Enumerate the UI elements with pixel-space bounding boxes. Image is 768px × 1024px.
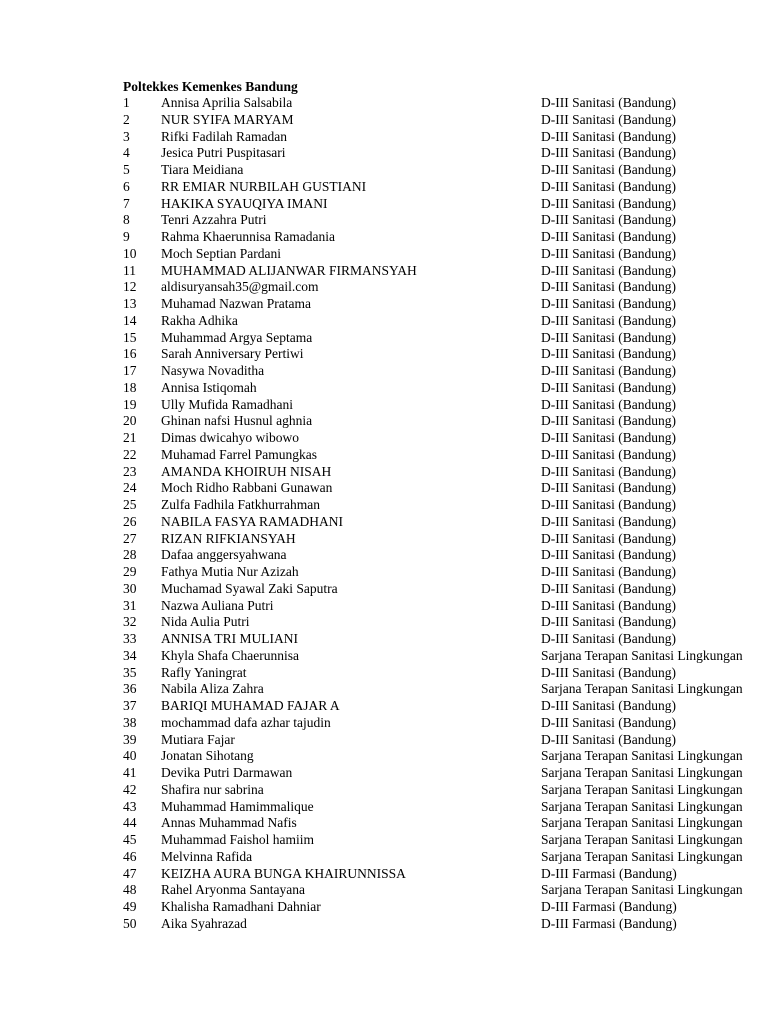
student-name: Fathya Mutia Nur Azizah (161, 564, 299, 579)
row-number: 21 (123, 430, 137, 445)
student-name: HAKIKA SYAUQIYA IMANI (161, 195, 328, 211)
study-program: D-III Sanitasi (Bandung) (541, 195, 676, 211)
student-name: Moch Ridho Rabbani Gunawan (161, 480, 333, 496)
study-program: D-III Sanitasi (Bandung) (541, 631, 676, 646)
row-number: 35 (123, 664, 137, 680)
row-number: 48 (123, 882, 137, 898)
student-name: mochammad dafa azhar tajudin (161, 714, 331, 730)
list-item (0, 748, 768, 765)
study-program: D-III Sanitasi (Bandung) (541, 145, 676, 161)
list-item (0, 330, 768, 347)
list-item (0, 715, 768, 732)
row-number: 40 (123, 748, 137, 764)
study-program: D-III Sanitasi (Bandung) (541, 296, 676, 311)
row-number: 7 (123, 195, 130, 211)
study-program: D-III Sanitasi (Bandung) (541, 111, 676, 127)
row-number: 12 (123, 279, 137, 295)
student-name: Ully Mufida Ramadhani (161, 396, 293, 412)
row-number: 39 (123, 731, 137, 747)
study-program: D-III Farmasi (Bandung) (541, 915, 677, 931)
student-name: Nida Aulia Putri (161, 614, 250, 630)
student-list (0, 95, 768, 933)
student-name: Annisa Istiqomah (161, 379, 257, 395)
row-number: 14 (123, 312, 137, 328)
student-name: Muchamad Syawal Zaki Saputra (161, 580, 338, 596)
student-name: NUR SYIFA MARYAM (161, 111, 294, 127)
list-item (0, 832, 768, 849)
student-name: Muhammad Hamimmalique (161, 798, 314, 814)
row-number: 36 (123, 681, 137, 697)
student-name: Rakha Adhika (161, 312, 238, 328)
row-number: 26 (123, 513, 137, 529)
document-title: Poltekkes Kemenkes Bandung (123, 79, 298, 94)
row-number: 50 (123, 915, 137, 931)
list-item (0, 196, 768, 213)
list-item (0, 296, 768, 313)
student-name: Muhammad Faishol hamiim (161, 832, 314, 847)
student-name: Dimas dwicahyo wibowo (161, 430, 299, 445)
list-item (0, 732, 768, 749)
study-program: D-III Sanitasi (Bandung) (541, 396, 676, 412)
row-number: 45 (123, 832, 137, 847)
row-number: 6 (123, 178, 130, 194)
student-name: Devika Putri Darmawan (161, 765, 293, 780)
row-number: 32 (123, 614, 137, 630)
list-item (0, 815, 768, 832)
student-name: RIZAN RIFKIANSYAH (161, 530, 296, 546)
study-program: D-III Sanitasi (Bandung) (541, 597, 676, 613)
list-item (0, 346, 768, 363)
row-number: 16 (123, 346, 137, 362)
study-program: D-III Sanitasi (Bandung) (541, 497, 676, 512)
list-item (0, 380, 768, 397)
study-program: Sarjana Terapan Sanitasi Lingkungan (541, 832, 743, 847)
list-item (0, 514, 768, 531)
student-name: Muhamad Farrel Pamungkas (161, 446, 317, 462)
student-name: Dafaa anggersyahwana (161, 547, 287, 563)
list-item (0, 765, 768, 782)
student-name: NABILA FASYA RAMADHANI (161, 513, 344, 529)
study-program: D-III Sanitasi (Bandung) (541, 463, 676, 479)
student-name: Mutiara Fajar (161, 731, 235, 747)
row-number: 27 (123, 530, 137, 546)
row-number: 47 (123, 865, 137, 881)
study-program: D-III Sanitasi (Bandung) (541, 564, 676, 579)
row-number: 22 (123, 446, 137, 462)
study-program: D-III Sanitasi (Bandung) (541, 312, 676, 328)
student-name: Khyla Shafa Chaerunnisa (161, 647, 299, 663)
study-program: D-III Sanitasi (Bandung) (541, 95, 676, 110)
student-name: Tenri Azzahra Putri (161, 212, 267, 228)
student-name: Aika Syahrazad (161, 915, 247, 931)
student-name: Rahma Khaerunnisa Ramadania (161, 229, 335, 244)
list-item (0, 598, 768, 615)
study-program: D-III Sanitasi (Bandung) (541, 714, 676, 730)
row-number: 38 (123, 714, 137, 730)
study-program: D-III Sanitasi (Bandung) (541, 698, 676, 713)
list-item (0, 229, 768, 246)
row-number: 44 (123, 815, 137, 831)
list-item (0, 882, 768, 899)
list-item (0, 899, 768, 916)
row-number: 8 (123, 212, 130, 228)
student-name: Tiara Meidiana (161, 162, 244, 177)
list-item (0, 564, 768, 581)
list-item (0, 430, 768, 447)
list-item (0, 916, 768, 933)
row-number: 37 (123, 698, 137, 713)
list-item (0, 95, 768, 112)
row-number: 2 (123, 111, 130, 127)
student-name: Shafira nur sabrina (161, 781, 264, 797)
row-number: 3 (123, 128, 130, 144)
student-name: Melvinna Rafida (161, 848, 253, 864)
student-name: Annas Muhammad Nafis (161, 815, 297, 831)
list-item (0, 698, 768, 715)
study-program: D-III Sanitasi (Bandung) (541, 379, 676, 395)
study-program: D-III Sanitasi (Bandung) (541, 446, 676, 462)
student-name: AMANDA KHOIRUH NISAH (161, 463, 332, 479)
study-program: D-III Sanitasi (Bandung) (541, 731, 676, 747)
study-program: D-III Farmasi (Bandung) (541, 865, 677, 881)
list-item (0, 497, 768, 514)
student-name: ANNISA TRI MULIANI (161, 631, 298, 646)
study-program: D-III Sanitasi (Bandung) (541, 547, 676, 563)
study-program: D-III Sanitasi (Bandung) (541, 430, 676, 445)
student-name: Rahel Aryonma Santayana (161, 882, 305, 898)
study-program: Sarjana Terapan Sanitasi Lingkungan (541, 781, 743, 797)
list-item (0, 447, 768, 464)
student-name: Ghinan nafsi Husnul aghnia (161, 413, 313, 429)
list-item (0, 112, 768, 129)
row-number: 24 (123, 480, 137, 496)
student-name: Muhamad Nazwan Pratama (161, 296, 311, 311)
list-item (0, 212, 768, 229)
study-program: Sarjana Terapan Sanitasi Lingkungan (541, 798, 743, 814)
row-number: 43 (123, 798, 137, 814)
list-item (0, 665, 768, 682)
row-number: 20 (123, 413, 137, 429)
study-program: D-III Sanitasi (Bandung) (541, 329, 676, 345)
row-number: 41 (123, 765, 137, 780)
list-item (0, 313, 768, 330)
row-number: 15 (123, 329, 137, 345)
student-name: Nabila Aliza Zahra (161, 681, 264, 697)
study-program: Sarjana Terapan Sanitasi Lingkungan (541, 681, 743, 697)
row-number: 5 (123, 162, 130, 177)
row-number: 46 (123, 848, 137, 864)
study-program: D-III Sanitasi (Bandung) (541, 614, 676, 630)
list-item (0, 547, 768, 564)
list-item (0, 614, 768, 631)
student-name: Muhammad Argya Septama (161, 329, 313, 345)
study-program: D-III Sanitasi (Bandung) (541, 480, 676, 496)
row-number: 33 (123, 631, 137, 646)
list-item (0, 279, 768, 296)
student-name: Nasywa Novaditha (161, 363, 265, 378)
student-name: Annisa Aprilia Salsabila (161, 95, 293, 110)
list-item (0, 782, 768, 799)
list-item (0, 480, 768, 497)
list-item (0, 363, 768, 380)
list-item (0, 145, 768, 162)
row-number: 13 (123, 296, 137, 311)
student-name: Khalisha Ramadhani Dahniar (161, 899, 321, 914)
student-name: Jonatan Sihotang (161, 748, 254, 764)
study-program: Sarjana Terapan Sanitasi Lingkungan (541, 748, 743, 764)
list-item (0, 129, 768, 146)
row-number: 49 (123, 899, 137, 914)
list-item (0, 397, 768, 414)
student-name: Nazwa Auliana Putri (161, 597, 274, 613)
list-item (0, 413, 768, 430)
student-name: aldisuryansah35@gmail.com (161, 279, 319, 295)
list-item (0, 162, 768, 179)
list-item (0, 631, 768, 648)
row-number: 34 (123, 647, 137, 663)
list-item (0, 648, 768, 665)
row-number: 18 (123, 379, 137, 395)
row-number: 25 (123, 497, 137, 512)
study-program: D-III Sanitasi (Bandung) (541, 279, 676, 295)
student-name: Rafly Yaningrat (161, 664, 247, 680)
list-item (0, 866, 768, 883)
row-number: 31 (123, 597, 137, 613)
student-name: RR EMIAR NURBILAH GUSTIANI (161, 178, 367, 194)
list-item (0, 246, 768, 263)
row-number: 29 (123, 564, 137, 579)
study-program: D-III Sanitasi (Bandung) (541, 346, 676, 362)
row-number: 42 (123, 781, 137, 797)
study-program: D-III Sanitasi (Bandung) (541, 178, 676, 194)
study-program: D-III Sanitasi (Bandung) (541, 580, 676, 596)
list-item (0, 849, 768, 866)
row-number: 1 (123, 95, 130, 110)
study-program: D-III Sanitasi (Bandung) (541, 162, 676, 177)
study-program: D-III Sanitasi (Bandung) (541, 413, 676, 429)
study-program: D-III Sanitasi (Bandung) (541, 363, 676, 378)
student-name: MUHAMMAD ALIJANWAR FIRMANSYAH (161, 262, 417, 278)
list-item (0, 531, 768, 548)
study-program: D-III Sanitasi (Bandung) (541, 262, 676, 278)
study-program: Sarjana Terapan Sanitasi Lingkungan (541, 848, 743, 864)
study-program: D-III Sanitasi (Bandung) (541, 664, 676, 680)
student-name: Jesica Putri Puspitasari (161, 145, 286, 161)
row-number: 10 (123, 245, 137, 261)
row-number: 30 (123, 580, 137, 596)
list-item (0, 464, 768, 481)
student-name: Sarah Anniversary Pertiwi (161, 346, 304, 362)
study-program: D-III Sanitasi (Bandung) (541, 513, 676, 529)
list-item (0, 179, 768, 196)
list-item (0, 681, 768, 698)
student-name: BARIQI MUHAMAD FAJAR A (161, 698, 340, 713)
row-number: 28 (123, 547, 137, 563)
list-item (0, 581, 768, 598)
row-number: 19 (123, 396, 137, 412)
student-name: Zulfa Fadhila Fatkhurrahman (161, 497, 320, 512)
study-program: D-III Sanitasi (Bandung) (541, 229, 676, 244)
row-number: 23 (123, 463, 137, 479)
study-program: D-III Sanitasi (Bandung) (541, 212, 676, 228)
row-number: 9 (123, 229, 130, 244)
row-number: 17 (123, 363, 137, 378)
student-name: Rifki Fadilah Ramadan (161, 128, 287, 144)
study-program: Sarjana Terapan Sanitasi Lingkungan (541, 882, 743, 898)
study-program: D-III Sanitasi (Bandung) (541, 530, 676, 546)
study-program: Sarjana Terapan Sanitasi Lingkungan (541, 765, 743, 780)
study-program: D-III Sanitasi (Bandung) (541, 245, 676, 261)
study-program: Sarjana Terapan Sanitasi Lingkungan (541, 647, 743, 663)
student-name: Moch Septian Pardani (161, 245, 281, 261)
list-item (0, 799, 768, 816)
study-program: D-III Farmasi (Bandung) (541, 899, 677, 914)
student-name: KEIZHA AURA BUNGA KHAIRUNNISSA (161, 865, 406, 881)
study-program: D-III Sanitasi (Bandung) (541, 128, 676, 144)
row-number: 4 (123, 145, 130, 161)
study-program: Sarjana Terapan Sanitasi Lingkungan (541, 815, 743, 831)
list-item (0, 263, 768, 280)
row-number: 11 (123, 262, 136, 278)
